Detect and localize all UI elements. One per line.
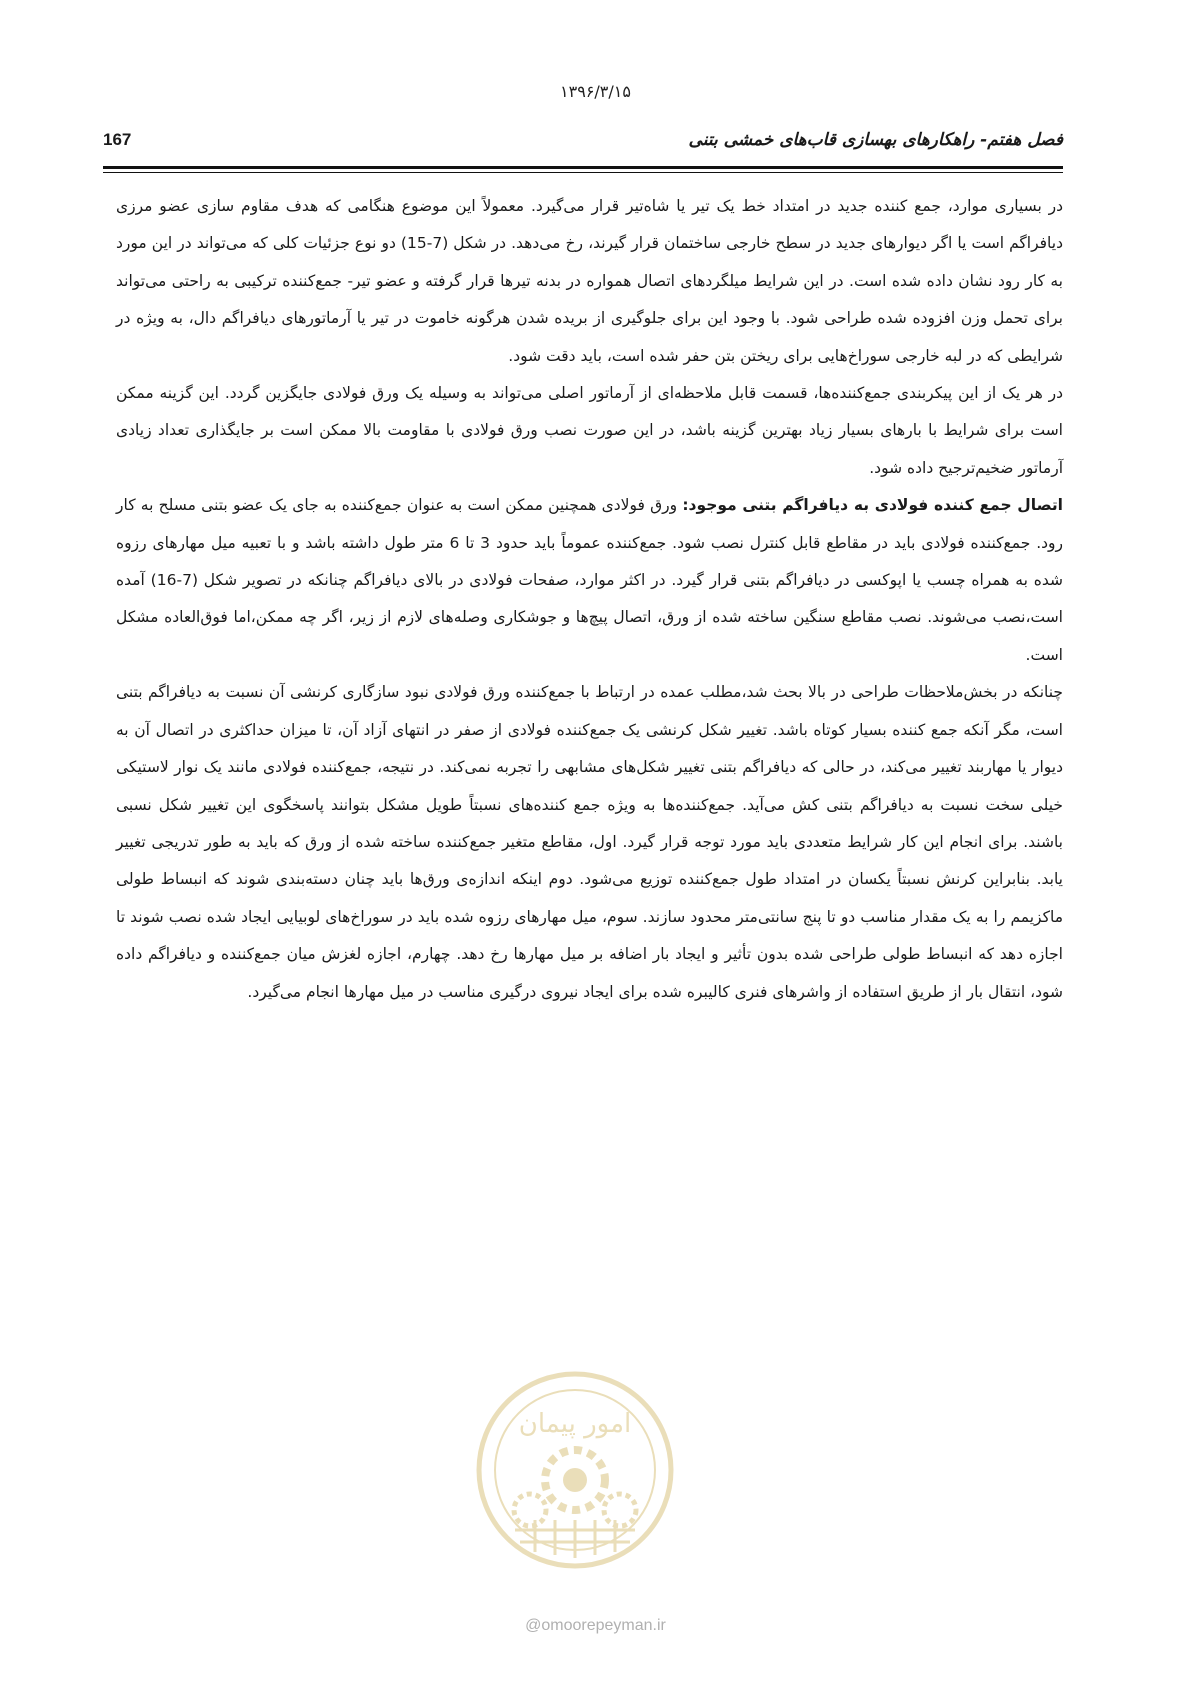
page-number: 167 <box>103 130 132 149</box>
header-rule-thick <box>103 166 1063 169</box>
paragraph-2: در هر یک از این پیکربندی جمع‌کننده‌ها، قسمت قابل ملاحظه‌ای از آرماتور اصلی می‌تواند به وسیله یک ورق فولادی جایگزین گردد. این گزینه ممکن است برای شرایط با بارهای بسیار زیاد بهترین گزینه باشد، در این صورت نصب ورق فولادی با مقاومت بالا ممکن است بر جایگذاری تعداد زیادی آرماتور ضخیم‌ترجیح داده شود. <box>116 384 1063 477</box>
paragraph-3-text: ورق فولادی همچنین ممکن است به عنوان جمع‌کننده به جای یک عضو بتنی مسلح به کار رود. جمع‌کننده فولادی باید در مقاطع قابل کنترل نصب شود. جمع‌کننده عموماً باید حدود 3 تا 6 متر طول داشته باشد و با تعبیه میل مهارهای رزوه شده به همراه چسب یا اپوکسی در دیافراگم بتنی قرار گیرد. در اکثر موارد، صفحات فولادی در بالای دیافراگم چنانکه در تصویر شکل (7-16) آمده است،نصب می‌شوند. نصب مقاطع سنگین ساخته شده از ورق، اتصال پیچ‌ها و جوشکاری وصله‌های لازم از زیر، اگر چه ممکن،اما فوق‌العاده مشکل است. <box>116 496 1064 664</box>
paragraph-1: در بسیاری موارد، جمع کننده جدید در امتداد خط یک تیر یا شاه‌تیر قرار می‌گیرد. معمولاً این موضوع هنگامی که هدف مقاوم سازی عضو مرزی دیافراگم است یا اگر دیوارهای جدید در سطح خارجی ساختمان قرار گیرند، رخ می‌دهد. در شکل (7-15) دو نوع جزئیات کلی که می‌تواند در این مورد به کار رود نشان داده شده است. در این شرایط میلگردهای اتصال همواره در بدنه تیرها قرار گرفته و عضو تیر- جمع‌کننده ترکیبی به راحتی می‌تواند برای تحمل وزن افزوده شده طراحی شود. با وجود این برای جلوگیری از بریده شدن هرگونه خاموت در تیر یا آرماتورهای دیافراگم دال، به ویژه در شرایطی که در لبه خارجی سوراخ‌هایی برای ریختن بتن حفر شده است، باید دقت شود. <box>116 197 1063 365</box>
body-text <box>116 188 1063 1011</box>
paragraph-3-heading: اتصال جمع کننده فولادی به دیافراگم بتنی موجود: <box>682 496 1063 515</box>
paragraph-3 <box>116 487 1063 674</box>
watermark-site: @omoorepeyman.ir <box>525 1617 666 1634</box>
header-rule-thin <box>103 172 1063 173</box>
chapter-title: فصل هفتم- راهکارهای بهسازی قاب‌های خمشی بتنی <box>688 130 1063 150</box>
page-header <box>103 130 1063 160</box>
document-date: ۱۳۹۶/۳/۱۵ <box>560 82 631 101</box>
watermark-logo <box>475 1370 675 1570</box>
paragraph-4: چنانکه در بخش‌ملاحظات طراحی در بالا بحث شد،مطلب عمده در ارتباط با جمع‌کننده ورق فولادی نبود سازگاری کرنشی آن نسبت به دیافراگم بتنی است، مگر آنکه جمع کننده بسیار کوتاه باشد. تغییر شکل کرنشی یک جمع‌کننده فولادی از صفر در انتهای آزاد آن، تا میزان حداکثری در اتصال آن به دیوار یا مهاربند تغییر می‌کند، در حالی که دیافراگم بتنی تغییر شکل‌های مشابهی را تجربه نمی‌کند. در نتیجه، جمع‌کننده فولادی مانند یک نوار لاستیکی خیلی سخت نسبت به دیافراگم بتنی کش می‌آید. جمع‌کننده‌ها به ویژه جمع کننده‌های نسبتاً طویل مشکل بتوانند پاسخگوی این تغییر شکل نسبی باشند. برای انجام این کار شرایط متعددی باید مورد توجه قرار گیرد. اول، مقاطع متغیر جمع‌کننده ساخته شده از ورق که باید به طور تدریجی تغییر یابد. بنابراین کرنش نسبتاً یکسان در امتداد طول جمع‌کننده توزیع می‌شود. دوم اینکه اندازه‌ی ورق‌ها باید چنان دسته‌بندی شوند که انبساط طولی ماکزیمم را به یک مقدار مناسب دو تا پنج سانتی‌متر محدود سازند. سوم، میل مهارهای رزوه شده باید در سوراخ‌های لوبیایی ایجاد شده نصب شوند تا اجازه دهد که انبساط طولی طراحی شده بدون تأثیر و ایجاد بار اضافه بر میل مهارها رخ دهد. چهارم، اجازه لغزش میان جمع‌کننده و دیافراگم داده شود، انتقال بار از طریق استفاده از واشرهای فنری کالیبره شده برای ایجاد نیروی درگیری مناسب در میل مهارها انجام می‌گیرد. <box>116 683 1063 1001</box>
svg-text:امور پیمان: امور پیمان <box>518 1409 632 1439</box>
